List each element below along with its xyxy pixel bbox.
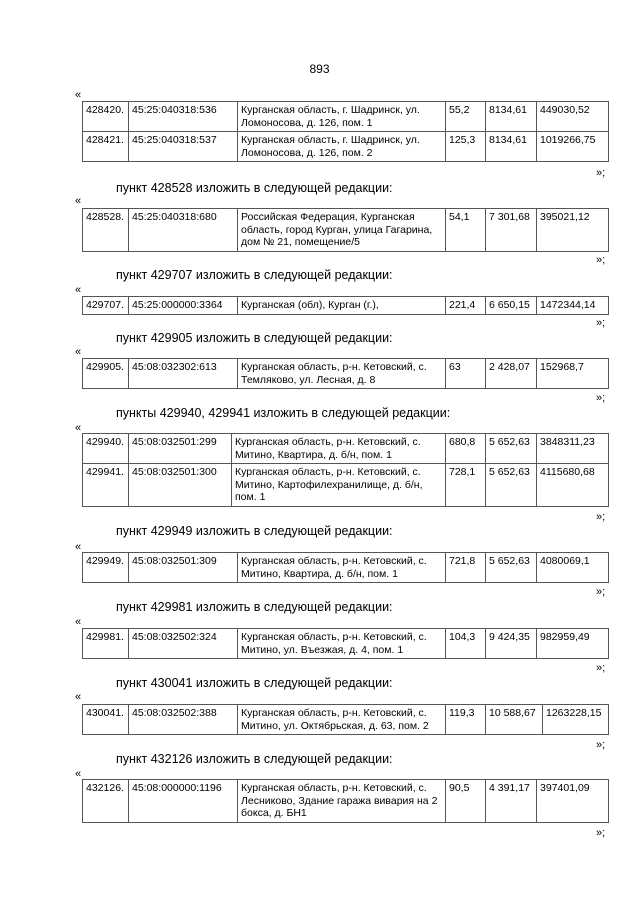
record-table	[82, 101, 609, 162]
cadastral-number-cell: 45:25:040318:536	[129, 102, 238, 132]
total-value-cell: 1019266,75	[537, 132, 609, 162]
section-heading: пункт 429949 изложить в следующей редакции:	[116, 524, 393, 538]
record-table	[82, 704, 609, 735]
row-number-cell: 429981.	[83, 629, 129, 659]
cadastral-number-cell: 45:08:032501:309	[129, 553, 238, 583]
area-cell: 104,3	[446, 629, 486, 659]
address-cell: Курганская область, р-н. Кетовский, с. Лесниково, Здание гаража вивария на 2 бокса, д. БН1	[238, 780, 446, 823]
unit-value-cell: 8134,61	[486, 132, 537, 162]
row-number-cell: 429949.	[83, 553, 129, 583]
closing-quote-mark: »;	[596, 739, 606, 751]
total-value-cell: 1263228,15	[543, 705, 609, 735]
section-heading: пункты 429940, 429941 изложить в следующей редакции:	[116, 406, 451, 420]
table-row	[83, 132, 609, 162]
row-number-cell: 429940.	[83, 434, 129, 464]
record-table	[82, 296, 609, 315]
page-number: 893	[309, 62, 330, 76]
record-table	[82, 433, 609, 507]
unit-value-cell: 5 652,63	[486, 464, 537, 507]
section-heading: пункт 432126 изложить в следующей редакции:	[116, 752, 393, 766]
total-value-cell: 152968,7	[537, 359, 609, 389]
cadastral-number-cell: 45:08:032302:613	[129, 359, 238, 389]
record-table	[82, 358, 609, 389]
address-cell: Курганская область, р-н. Кетовский, с. Митино, Картофилехранилище, д. б/н, пом. 1	[232, 464, 446, 507]
cadastral-number-cell: 45:08:032501:299	[129, 434, 232, 464]
section-heading: пункт 430041 изложить в следующей редакции:	[116, 676, 393, 690]
closing-quote-mark: »;	[596, 317, 606, 329]
row-number-cell: 430041.	[83, 705, 129, 735]
row-number-cell: 429941.	[83, 464, 129, 507]
total-value-cell: 3848311,23	[537, 434, 609, 464]
address-cell: Курганская область, р-н. Кетовский, с. Митино, ул. Въезжая, д. 4, пом. 1	[238, 629, 446, 659]
address-cell: Российская Федерация, Курганская область, город Курган, улица Гагарина, дом № 21, помещение/5	[238, 209, 446, 252]
table-row	[83, 780, 609, 823]
cadastral-number-cell: 45:25:040318:680	[129, 209, 238, 252]
cadastral-number-cell: 45:08:032501:300	[129, 464, 232, 507]
cadastral-number-cell: 45:08:000000:1196	[129, 780, 238, 823]
section-heading: пункт 428528 изложить в следующей редакции:	[116, 181, 393, 195]
opening-quote-mark: «	[75, 422, 82, 434]
cadastral-number-cell: 45:08:032502:388	[129, 705, 238, 735]
table-row	[83, 464, 609, 507]
record-table	[82, 208, 609, 252]
opening-quote-mark: «	[75, 346, 82, 358]
address-cell: Курганская область, г. Шадринск, ул. Ломоносова, д. 126, пом. 1	[238, 102, 446, 132]
table-row	[83, 705, 609, 735]
row-number-cell: 428421.	[83, 132, 129, 162]
unit-value-cell: 6 650,15	[486, 297, 537, 315]
area-cell: 54,1	[446, 209, 486, 252]
total-value-cell: 449030,52	[537, 102, 609, 132]
area-cell: 63	[446, 359, 486, 389]
table-row	[83, 102, 609, 132]
row-number-cell: 428420.	[83, 102, 129, 132]
address-cell: Курганская область, р-н. Кетовский, с. Митино, ул. Октябрьская, д. 63, пом. 2	[238, 705, 446, 735]
unit-value-cell: 4 391,17	[486, 780, 537, 823]
record-table	[82, 779, 609, 823]
row-number-cell: 429707.	[83, 297, 129, 315]
opening-quote-mark: «	[75, 616, 82, 628]
unit-value-cell: 7 301,68	[486, 209, 537, 252]
section-heading: пункт 429707 изложить в следующей редакции:	[116, 268, 393, 282]
table-row	[83, 297, 609, 315]
address-cell: Курганская (обл), Курган (г.),	[238, 297, 446, 315]
row-number-cell: 428528.	[83, 209, 129, 252]
unit-value-cell: 5 652,63	[486, 553, 537, 583]
closing-quote-mark: »;	[596, 586, 606, 598]
section-heading: пункт 429981 изложить в следующей редакции:	[116, 600, 393, 614]
section-heading: пункт 429905 изложить в следующей редакции:	[116, 331, 393, 345]
table-row	[83, 209, 609, 252]
address-cell: Курганская область, р-н. Кетовский, с. Темляково, ул. Лесная, д. 8	[238, 359, 446, 389]
total-value-cell: 4080069,1	[537, 553, 609, 583]
row-number-cell: 432126.	[83, 780, 129, 823]
row-number-cell: 429905.	[83, 359, 129, 389]
total-value-cell: 4115680,68	[537, 464, 609, 507]
total-value-cell: 397401,09	[537, 780, 609, 823]
cadastral-number-cell: 45:08:032502:324	[129, 629, 238, 659]
opening-quote-mark: «	[75, 195, 82, 207]
cadastral-number-cell: 45:25:040318:537	[129, 132, 238, 162]
table-row	[83, 434, 609, 464]
address-cell: Курганская область, р-н. Кетовский, с. Митино, Квартира, д. б/н, пом. 1	[232, 434, 446, 464]
closing-quote-mark: »;	[596, 827, 606, 839]
closing-quote-mark: »;	[596, 254, 606, 266]
area-cell: 680,8	[446, 434, 486, 464]
unit-value-cell: 8134,61	[486, 102, 537, 132]
record-table	[82, 628, 609, 659]
opening-quote-mark: «	[75, 284, 82, 296]
total-value-cell: 982959,49	[537, 629, 609, 659]
area-cell: 90,5	[446, 780, 486, 823]
cadastral-number-cell: 45:25:000000:3364	[129, 297, 238, 315]
area-cell: 119,3	[446, 705, 486, 735]
closing-quote-mark: »;	[596, 167, 606, 179]
unit-value-cell: 5 652,63	[486, 434, 537, 464]
closing-quote-mark: »;	[596, 511, 606, 523]
table-row	[83, 629, 609, 659]
unit-value-cell: 10 588,67	[486, 705, 543, 735]
opening-quote-mark: «	[75, 89, 82, 101]
table-row	[83, 359, 609, 389]
area-cell: 125,3	[446, 132, 486, 162]
address-cell: Курганская область, г. Шадринск, ул. Ломоносова, д. 126, пом. 2	[238, 132, 446, 162]
record-table	[82, 552, 609, 583]
unit-value-cell: 2 428,07	[486, 359, 537, 389]
area-cell: 221,4	[446, 297, 486, 315]
closing-quote-mark: »;	[596, 662, 606, 674]
opening-quote-mark: «	[75, 541, 82, 553]
total-value-cell: 395021,12	[537, 209, 609, 252]
total-value-cell: 1472344,14	[537, 297, 609, 315]
opening-quote-mark: «	[75, 691, 82, 703]
table-row	[83, 553, 609, 583]
closing-quote-mark: »;	[596, 392, 606, 404]
area-cell: 55,2	[446, 102, 486, 132]
opening-quote-mark: «	[75, 768, 82, 780]
area-cell: 728,1	[446, 464, 486, 507]
address-cell: Курганская область, р-н. Кетовский, с. Митино, Квартира, д. б/н, пом. 1	[238, 553, 446, 583]
unit-value-cell: 9 424,35	[486, 629, 537, 659]
area-cell: 721,8	[446, 553, 486, 583]
